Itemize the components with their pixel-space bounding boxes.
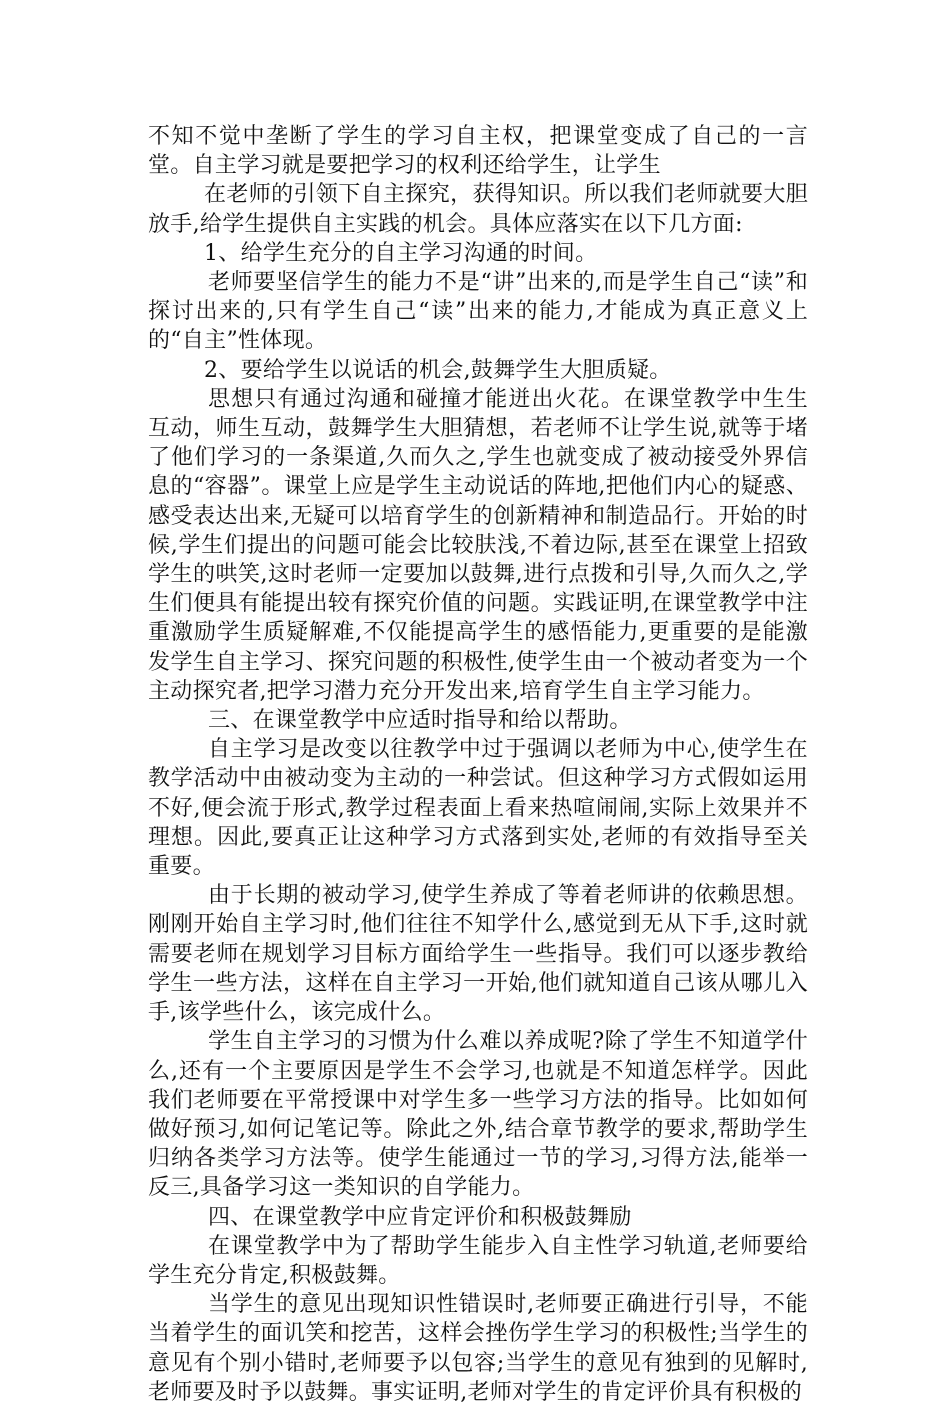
paragraph-reading-ability: 老师要坚信学生的能力不是“讲”出来的,而是学生自己“读”和探讨出来的,只有学生自己“读”出来的能力,才能成为真正意义上的“自主”性体现。 [148, 270, 808, 354]
document-body [148, 122, 808, 1407]
paragraph-self-study: 自主学习是改变以往教学中过于强调以老师为中心,使学生在教学活动中由被动变为主动的一种尝试。但这种学习方式假如运用不好,便会流于形式,教学过程表面上看来热喧闹闹,实际上效果并不理想。因此,要真正让这种学习方式落到实处,老师的有效指导至关重要。 [148, 737, 808, 880]
section-heading-3: 三、在课堂教学中应适时指导和给以帮助。 [208, 708, 632, 734]
paragraph-communication: 思想只有通过沟通和碰撞才能迸出火花。在课堂教学中生生互动，师生互动，鼓舞学生大胆猜想，若老师不让学生说,就等于堵了他们学习的一条渠道,久而久之,学生也就变成了被动接受外界信息的“容器”。课堂上应是学生主动说话的阵地,把他们内心的疑惑、感受表达出来,无疑可以培育学生的创新精神和制造品行。开始的时候,学生们提出的问题可能会比较肤浅,不着边际,甚至在课堂上招致学生的哄笑,这时老师一定要加以鼓舞,进行点拨和引导,久而久之,学生们便具有能提出较有探究价值的问题。实践证明,在课堂教学中注重激励学生质疑解难,不仅能提高学生的感悟能力,更重要的是能激发学生自主学习、探究问题的积极性,使学生由一个被动者变为一个主动探究者,把学习潜力充分开发出来,培育学生自主学习能力。 [148, 386, 808, 704]
section-heading-4: 四、在课堂教学中应肯定评价和积极鼓舞励 [208, 1204, 632, 1230]
paragraph-encouragement: 在课堂教学中为了帮助学生能步入自主性学习轨道,老师要给学生充分肯定,积极鼓舞。 [148, 1233, 808, 1288]
list-item-2: 2、要给学生以说话的机会,鼓舞学生大胆质疑。 [204, 357, 672, 383]
paragraph-evaluation: 当学生的意见出现知识性错误时,老师要正确进行引导，不能当着学生的面讥笑和挖苦，这样会挫伤学生学习的积极性;当学生的意见有个别小错时,老师要予以包容;当学生的意见有独到的见解时,老师要及时予以鼓舞。事实证明,老师对学生的肯定评价具有积极的 [148, 1292, 808, 1405]
paragraph-study-habits: 学生自主学习的习惯为什么难以养成呢?除了学生不知道学什么,还有一个主要原因是学生不会学习,也就是不知道怎样学。因此我们老师要在平常授课中对学生多一些学习方法的指导。比如如何做好预习,如何记笔记等。除此之外,结合章节教学的要求,帮助学生归纳各类学习方法等。使学生能通过一节的学习,习得方法,能举一反三,具备学习这一类知识的自学能力。 [148, 1029, 808, 1201]
list-item-1: 1、给学生充分的自主学习沟通的时间。 [204, 240, 598, 266]
paragraph-guided-inquiry: 在老师的引领下自主探究，获得知识。所以我们老师就要大胆放手,给学生提供自主实践的机会。具体应落实在以下几方面: [148, 182, 808, 237]
paragraph-passive-learning: 由于长期的被动学习,使学生养成了等着老师讲的依赖思想。刚刚开始自主学习时,他们往往不知学什么,感觉到无从下手,这时就需要老师在规划学习目标方面给学生一些指导。我们可以逐步教给学生一些方法，这样在自主学习一开始,他们就知道自己该从哪儿入手,该学些什么，该完成什么。 [148, 883, 808, 1026]
paragraph-continuation: 不知不觉中垄断了学生的学习自主权，把课堂变成了自己的一言堂。自主学习就是要把学习的权利还给学生，让学生 [148, 124, 808, 179]
